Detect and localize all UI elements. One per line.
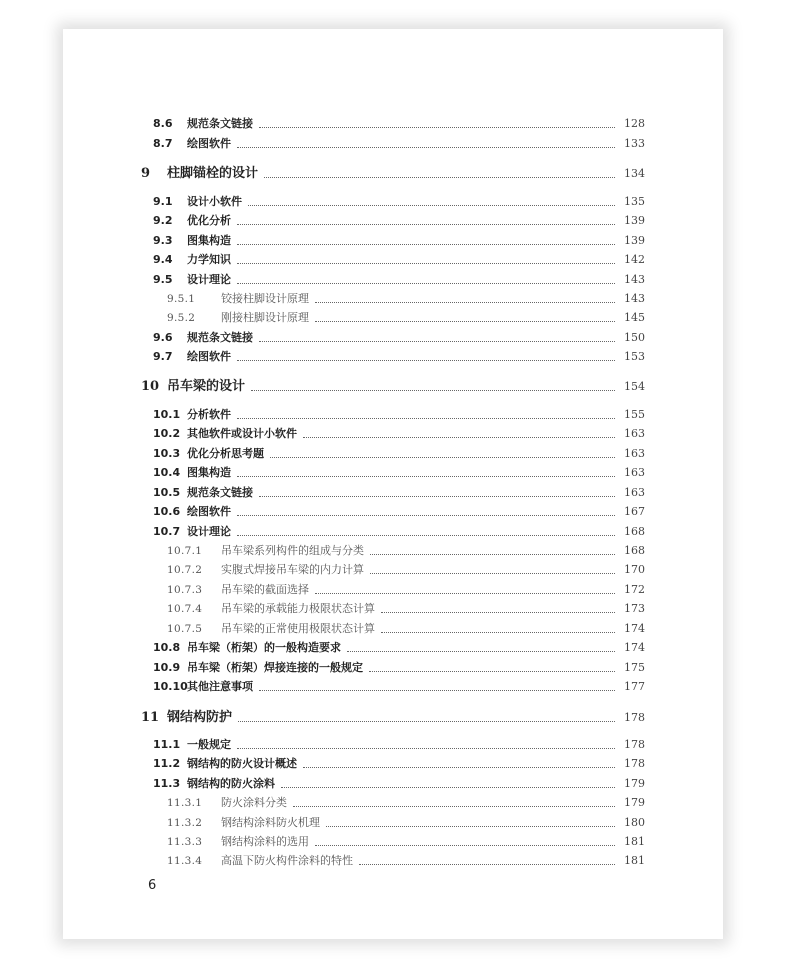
toc-entry-page: 134 — [624, 167, 645, 180]
toc-entry-number: 10.4 — [153, 466, 181, 479]
toc-entry — [153, 117, 645, 131]
toc-entry-page: 153 — [624, 350, 645, 363]
toc-entry-page: 139 — [624, 214, 645, 227]
toc-entry-title: 钢结构涂料防火机理 — [221, 816, 320, 829]
dot-leader — [237, 535, 615, 536]
toc-entry — [153, 408, 645, 422]
toc-entry-title: 吊车梁的设计 — [167, 379, 246, 394]
toc-entry-number: 11.3.3 — [167, 836, 203, 848]
toc-entry-title: 优化分析 — [187, 214, 231, 227]
toc-entry — [167, 583, 645, 597]
dot-leader — [326, 826, 615, 827]
toc-entry-number: 10.5 — [153, 486, 181, 499]
toc-entry — [153, 273, 645, 287]
toc-entry-page: 174 — [624, 641, 645, 654]
toc-entry — [167, 292, 645, 306]
toc-entry — [153, 427, 645, 441]
toc-entry-page: 173 — [624, 602, 645, 615]
toc-entry — [153, 447, 645, 461]
toc-entry — [153, 525, 645, 539]
toc-entry-title: 规范条文链接 — [187, 486, 253, 499]
toc-entry-page: 143 — [624, 292, 645, 305]
toc-entry-number: 11 — [141, 710, 160, 725]
toc-entry-page: 128 — [624, 117, 645, 130]
toc-entry — [153, 680, 645, 694]
dot-leader — [264, 177, 615, 178]
toc-entry-title: 绘图软件 — [187, 137, 231, 150]
toc-entry — [153, 738, 645, 752]
dot-leader — [251, 390, 615, 391]
toc-entry-number: 10.9 — [153, 661, 181, 674]
toc-entry — [153, 505, 645, 519]
toc-entry-page: 168 — [624, 525, 645, 538]
toc-entry-number: 11.3.2 — [167, 817, 203, 829]
toc-entry — [167, 796, 645, 810]
dot-leader — [237, 244, 615, 245]
toc-entry-number: 9.6 — [153, 331, 173, 344]
toc-entry-title: 设计小软件 — [187, 195, 242, 208]
toc-entry-page: 175 — [624, 661, 645, 674]
toc-entry — [167, 816, 645, 830]
toc-entry-number: 10.6 — [153, 505, 181, 518]
toc-entry-number: 10.1 — [153, 408, 181, 421]
toc-entry-number: 10.7.2 — [167, 564, 203, 576]
toc-entry — [153, 486, 645, 500]
toc-entry — [153, 234, 645, 248]
toc-entry-page: 178 — [624, 711, 645, 724]
toc-entry-number: 10 — [141, 379, 160, 394]
toc-entry-page: 180 — [624, 816, 645, 829]
dot-leader — [237, 418, 615, 419]
toc-entry-title: 刚接柱脚设计原理 — [221, 311, 309, 324]
dot-leader — [259, 690, 615, 691]
toc-entry-title: 绘图软件 — [187, 350, 231, 363]
toc-entry-number: 9.7 — [153, 350, 173, 363]
toc-entry-number: 11.3.4 — [167, 855, 203, 867]
dot-leader — [315, 593, 615, 594]
toc-entry — [167, 854, 645, 868]
toc-entry-page: 178 — [624, 757, 645, 770]
dot-leader — [303, 767, 615, 768]
toc-entry-page: 163 — [624, 427, 645, 440]
toc-entry-number: 9.5 — [153, 273, 173, 286]
toc-entry-number: 11.1 — [153, 738, 181, 751]
toc-entry — [167, 311, 645, 325]
toc-entry-title: 分析软件 — [187, 408, 231, 421]
dot-leader — [237, 748, 615, 749]
toc-entry — [153, 253, 645, 267]
toc-entry-title: 设计理论 — [187, 525, 231, 538]
toc-entry-title: 其他注意事项 — [187, 680, 253, 693]
toc-entry-page: 168 — [624, 544, 645, 557]
toc-entry-page: 174 — [624, 622, 645, 635]
toc-entry-number: 11.3 — [153, 777, 181, 790]
toc-entry-number: 10.3 — [153, 447, 181, 460]
toc-entry-title: 规范条文链接 — [187, 117, 253, 130]
toc-entry-number: 10.8 — [153, 641, 181, 654]
dot-leader — [381, 632, 615, 633]
toc-entry-title: 实腹式焊接吊车梁的内力计算 — [221, 563, 364, 576]
toc-entry-page: 155 — [624, 408, 645, 421]
toc-entry-title: 绘图软件 — [187, 505, 231, 518]
toc-entry-number: 10.7.5 — [167, 623, 203, 635]
toc-entry — [153, 757, 645, 771]
toc-entry — [153, 350, 645, 364]
toc-entry-number: 11.2 — [153, 757, 181, 770]
dot-leader — [237, 283, 615, 284]
toc-entry-title: 防火涂料分类 — [221, 796, 287, 809]
toc-entry-page: 139 — [624, 234, 645, 247]
toc-entry — [153, 137, 645, 151]
dot-leader — [315, 302, 615, 303]
toc-entry-title: 钢结构的防火涂料 — [187, 777, 275, 790]
toc-entry-page: 172 — [624, 583, 645, 596]
toc-entry-title: 设计理论 — [187, 273, 231, 286]
toc-entry-page: 170 — [624, 563, 645, 576]
toc-entry-page: 150 — [624, 331, 645, 344]
dot-leader — [293, 806, 615, 807]
toc-entry-page: 167 — [624, 505, 645, 518]
toc-entry-number: 10.7.3 — [167, 584, 203, 596]
toc-entry-page: 178 — [624, 738, 645, 751]
toc-entry-number: 9.4 — [153, 253, 173, 266]
toc-entry-title: 高温下防火构件涂料的特性 — [221, 854, 353, 867]
toc-entry-title: 图集构造 — [187, 466, 231, 479]
toc-entry-page: 142 — [624, 253, 645, 266]
dot-leader — [359, 864, 615, 865]
toc-entry-title: 吊车梁的承载能力极限状态计算 — [221, 602, 375, 615]
toc-entry-number: 9.5.1 — [167, 293, 196, 305]
toc-entry-number: 10.10 — [153, 680, 188, 693]
toc-entry-page: 145 — [624, 311, 645, 324]
toc-entry-page: 163 — [624, 466, 645, 479]
toc-entry-title: 钢结构涂料的选用 — [221, 835, 309, 848]
dot-leader — [270, 457, 615, 458]
toc-entry-page: 181 — [624, 835, 645, 848]
page-number: 6 — [148, 878, 157, 893]
dot-leader — [238, 721, 615, 722]
toc-entry-number: 9.2 — [153, 214, 173, 227]
toc-entry — [153, 641, 645, 655]
dot-leader — [303, 437, 615, 438]
dot-leader — [369, 671, 615, 672]
toc-entry-page: 133 — [624, 137, 645, 150]
toc-entry-page: 179 — [624, 796, 645, 809]
toc-entry-number: 10.7 — [153, 525, 181, 538]
toc-entry — [167, 563, 645, 577]
dot-leader — [381, 612, 615, 613]
book-page — [63, 29, 723, 939]
toc-entry — [141, 378, 645, 395]
toc-entry — [141, 709, 645, 726]
toc-entry-number: 8.6 — [153, 117, 173, 130]
table-of-contents — [63, 29, 723, 939]
toc-entry-page: 154 — [624, 380, 645, 393]
toc-entry-number: 9 — [141, 166, 151, 181]
toc-entry — [141, 165, 645, 182]
toc-entry — [153, 777, 645, 791]
toc-entry-page: 143 — [624, 273, 645, 286]
toc-entry-title: 吊车梁（桁架）的一般构造要求 — [187, 641, 341, 654]
toc-entry — [167, 622, 645, 636]
toc-entry-title: 吊车梁的正常使用极限状态计算 — [221, 622, 375, 635]
toc-entry-number: 10.7.1 — [167, 545, 203, 557]
dot-leader — [370, 573, 615, 574]
dot-leader — [237, 224, 615, 225]
toc-entry-number: 10.2 — [153, 427, 181, 440]
toc-entry — [167, 835, 645, 849]
toc-entry-number: 10.7.4 — [167, 603, 203, 615]
toc-entry — [153, 214, 645, 228]
dot-leader — [347, 651, 615, 652]
toc-entry-number: 8.7 — [153, 137, 173, 150]
toc-entry-number: 11.3.1 — [167, 797, 203, 809]
dot-leader — [259, 127, 615, 128]
toc-entry — [153, 195, 645, 209]
toc-entry — [153, 331, 645, 345]
dot-leader — [315, 321, 615, 322]
toc-entry-title: 钢结构的防火设计概述 — [187, 757, 297, 770]
toc-entry-title: 规范条文链接 — [187, 331, 253, 344]
toc-entry-title: 力学知识 — [187, 253, 231, 266]
dot-leader — [237, 360, 615, 361]
dot-leader — [237, 263, 615, 264]
toc-entry-number: 9.5.2 — [167, 312, 196, 324]
toc-entry-number: 9.1 — [153, 195, 173, 208]
toc-entry-title: 柱脚锚栓的设计 — [167, 166, 259, 181]
toc-entry-title: 一般规定 — [187, 738, 231, 751]
toc-entry — [153, 466, 645, 480]
toc-entry — [153, 661, 645, 675]
toc-entry-title: 吊车梁的截面选择 — [221, 583, 309, 596]
toc-entry-page: 135 — [624, 195, 645, 208]
dot-leader — [237, 515, 615, 516]
toc-entry-page: 163 — [624, 447, 645, 460]
toc-entry-page: 177 — [624, 680, 645, 693]
toc-entry-title: 吊车梁系列构件的组成与分类 — [221, 544, 364, 557]
toc-entry-page: 179 — [624, 777, 645, 790]
dot-leader — [248, 205, 615, 206]
toc-entry-page: 163 — [624, 486, 645, 499]
toc-entry-title: 图集构造 — [187, 234, 231, 247]
dot-leader — [237, 147, 615, 148]
toc-entry-title: 吊车梁（桁架）焊接连接的一般规定 — [187, 661, 363, 674]
dot-leader — [237, 476, 615, 477]
dot-leader — [259, 341, 615, 342]
dot-leader — [370, 554, 615, 555]
toc-entry — [167, 544, 645, 558]
dot-leader — [281, 787, 615, 788]
toc-entry-title: 钢结构防护 — [167, 710, 233, 725]
toc-entry — [167, 602, 645, 616]
toc-entry-title: 其他软件或设计小软件 — [187, 427, 297, 440]
dot-leader — [315, 845, 615, 846]
toc-entry-title: 优化分析思考题 — [187, 447, 264, 460]
toc-entry-title: 铰接柱脚设计原理 — [221, 292, 309, 305]
toc-entry-page: 181 — [624, 854, 645, 867]
toc-entry-number: 9.3 — [153, 234, 173, 247]
dot-leader — [259, 496, 615, 497]
